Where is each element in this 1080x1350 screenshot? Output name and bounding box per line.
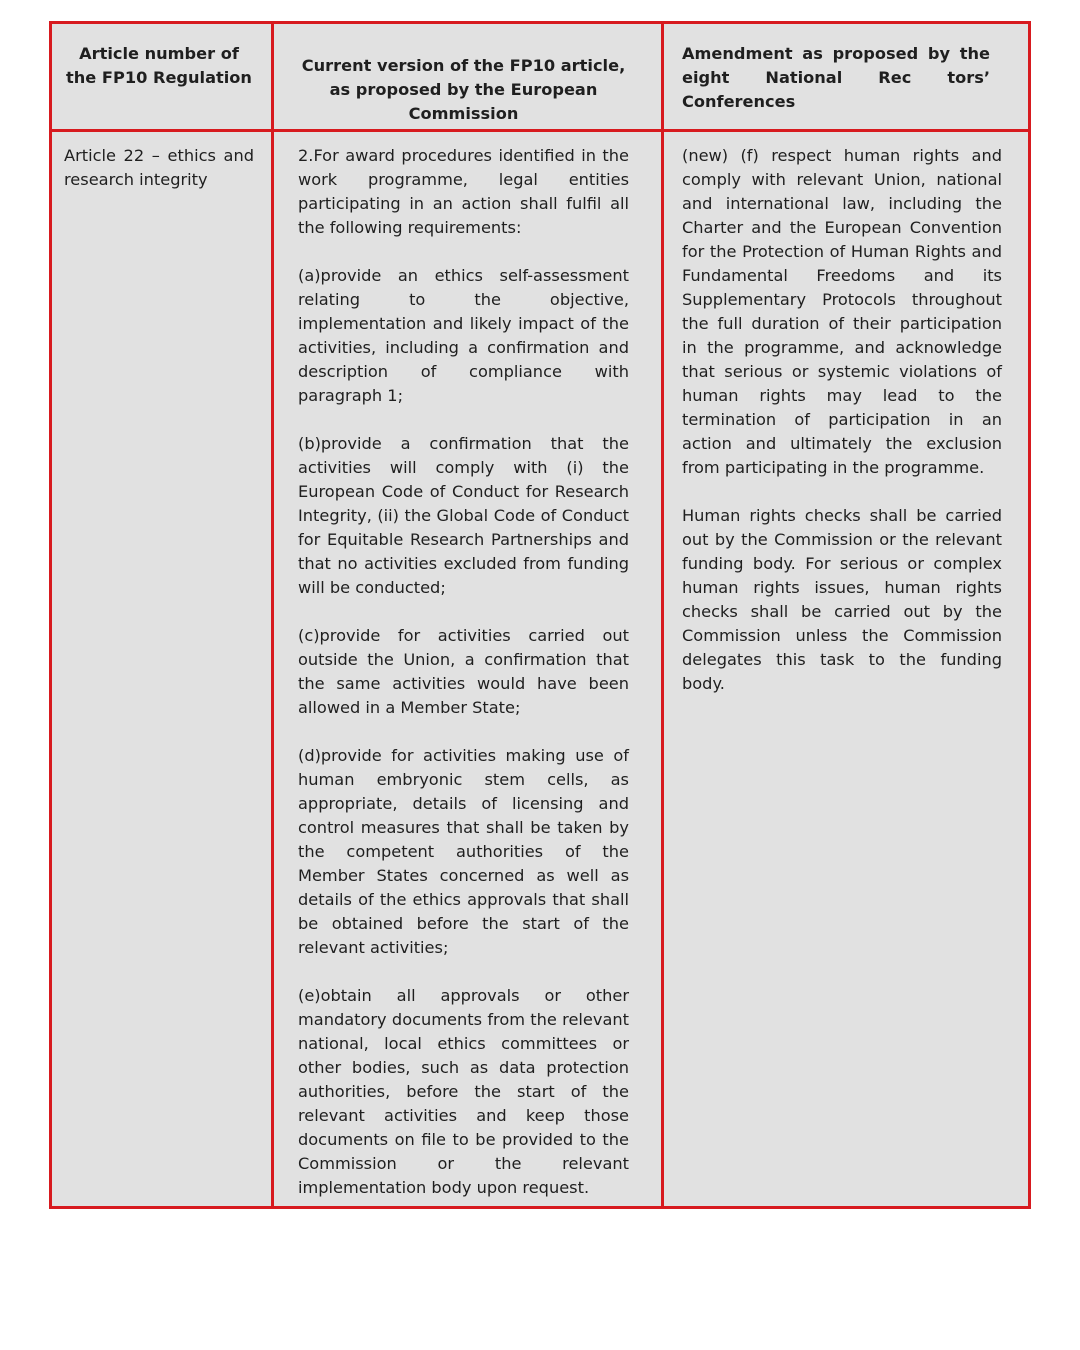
amendment-paragraph: Human rights checks shall be carried out by the Commission or the relevant funding body. For serious or complex human rights issues, human rights checks shall be carried out by the Commission unless the Commission delegates this task to the funding body. <box>682 506 1002 693</box>
column-divider <box>271 24 274 1206</box>
current-paragraph: (c)provide for activities carried out outside the Union, a confirmation that the same activities would have been allowed in a Member State; <box>298 626 629 717</box>
article-cell: Article 22 – ethics and research integrity <box>64 146 254 189</box>
header-current-version: Current version of the FP10 article, as proposed by the European Commission <box>301 56 626 123</box>
header-divider <box>52 129 1028 132</box>
current-paragraph: (b)provide a confirmation that the activities will comply with (i) the European Code of Conduct for Research Integrity, (ii) the Global Code of Conduct for Equitable Research Partnerships and that no activities excluded from funding will be conducted; <box>298 434 629 597</box>
header-article-number: Article number of the FP10 Regulation <box>66 44 252 87</box>
column-divider <box>661 24 664 1206</box>
current-paragraph: (d)provide for activities making use of human embryonic stem cells, as appropriate, details of licensing and control measures that shall be taken by the competent authorities of the Member States concerned as well as details of the ethics approvals that shall be obtained before the start of the relevant activities; <box>298 746 629 957</box>
current-paragraph: (a)provide an ethics self-assessment relating to the objective, implementation and likely impact of the activities, including a confirmation and description of compliance with paragraph 1; <box>298 266 629 405</box>
current-paragraph: 2.For award procedures identified in the work programme, legal entities participating in an action shall fulfil all the following requirements: <box>298 146 629 237</box>
current-version-cell <box>298 144 629 1200</box>
current-paragraph: (e)obtain all approvals or other mandatory documents from the relevant national, local ethics committees or other bodies, such as data protection authorities, before the start of the relevant activities and keep those documents on file to be provided to the Commission or the relevant implementation body upon request. <box>298 986 629 1197</box>
header-amendment: Amendment as proposed by the eight National Rec tors’ Conferences <box>682 44 990 111</box>
amendment-paragraph: (new) (f) respect human rights and comply with relevant Union, national and international law, including the Charter and the European Convention for the Protection of Human Rights and Fundamental Freedoms and its Supplementary Protocols throughout the full duration of their participation in the programme, and acknowledge that serious or systemic violations of human rights may lead to the termination of participation in an action and ultimately the exclusion from participating in the programme. <box>682 146 1002 477</box>
amendment-cell <box>682 144 1002 696</box>
amendment-table <box>49 21 1031 1209</box>
